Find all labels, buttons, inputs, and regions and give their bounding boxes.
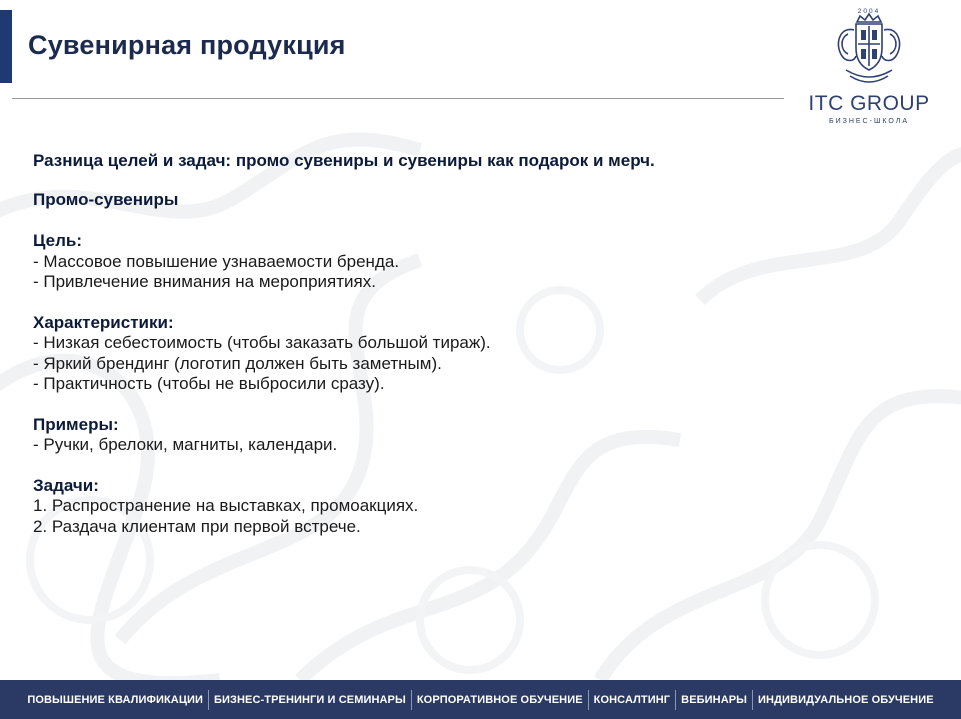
footer-item-qualification: ПОВЫШЕНИЕ КВАЛИФИКАЦИИ [27, 693, 203, 706]
list-item: - Массовое повышение узнаваемости бренда. [33, 251, 400, 271]
section-title: Промо-сувениры [33, 189, 179, 209]
footer-item-consulting: КОНСАЛТИНГ [593, 693, 671, 706]
footer-item-webinars: ВЕБИНАРЫ [681, 693, 748, 706]
list-item: 2. Раздача клиентам при первой встрече. [33, 516, 361, 536]
footer-item-individual: ИНДИВИДУАЛЬНОЕ ОБУЧЕНИЕ [758, 693, 934, 706]
page-title: Сувенирная продукция [28, 30, 346, 60]
lead-heading: Разница целей и задач: промо сувениры и сувениры как подарок и мерч. [33, 151, 655, 170]
examples-heading: Примеры: [33, 414, 119, 434]
list-item: - Привлечение внимания на мероприятиях. [33, 272, 376, 291]
title-accent-bar [0, 10, 12, 83]
title-divider [12, 98, 784, 99]
crest-emblem-icon [826, 4, 912, 90]
logo-name: ITC GROUP [808, 92, 930, 115]
list-item: - Яркий брендинг (логотип должен быть заметным). [33, 353, 442, 373]
list-item: 1. Распространение на выставках, промоакциях. [33, 496, 419, 515]
logo-subtitle: БИЗНЕС-ШКОЛА [828, 118, 909, 125]
list-item: - Низкая себестоимость (чтобы заказать большой тираж). [33, 333, 491, 352]
list-item: - Ручки, брелоки, магниты, календари. [33, 435, 338, 454]
characteristics-heading: Характеристики: [33, 312, 174, 332]
tasks-heading: Задачи: [33, 475, 99, 495]
svg-text:2004: 2004 [857, 8, 881, 15]
list-item: - Практичность (чтобы не выбросили сразу). [33, 374, 385, 393]
footer-bar [0, 680, 961, 719]
footer-item-trainings: БИЗНЕС-ТРЕНИНГИ И СЕМИНАРЫ [213, 693, 406, 706]
itc-group-logo [796, 4, 942, 130]
footer-item-corporate: КОРПОРАТИВНОЕ ОБУЧЕНИЕ [416, 693, 583, 706]
goal-heading: Цель: [33, 231, 82, 250]
slide-content [33, 151, 913, 537]
